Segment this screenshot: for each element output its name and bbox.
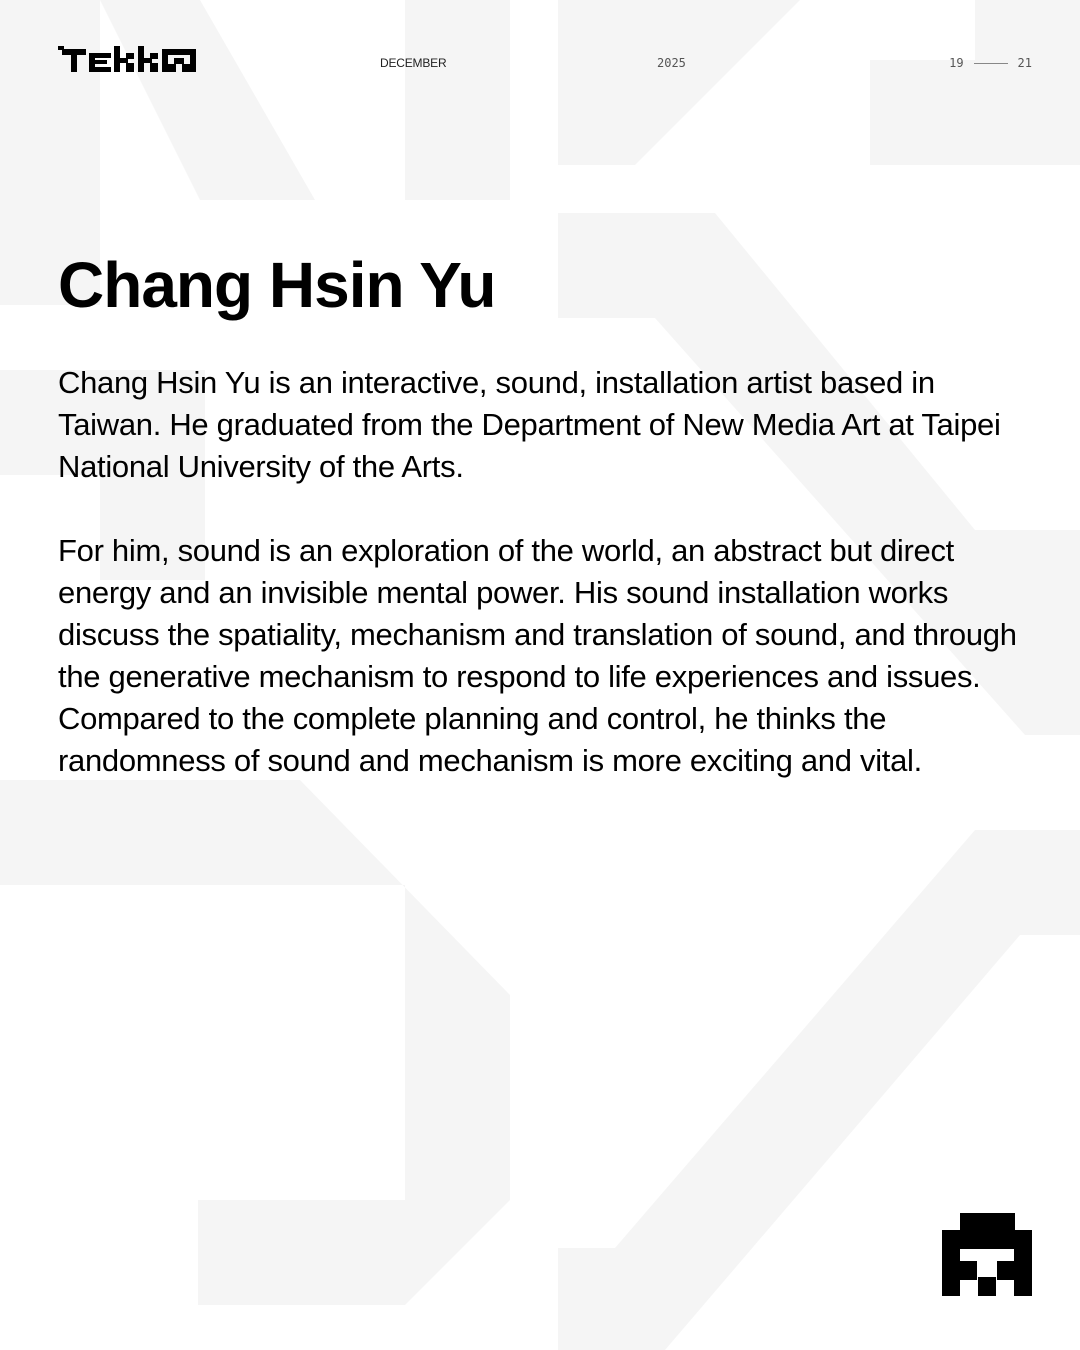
tekka-pixel-mark-icon <box>942 1213 1032 1296</box>
tekka-logo-icon <box>58 44 200 74</box>
page-total: 21 <box>1017 56 1032 70</box>
page-title: Chang Hsin Yu <box>58 249 496 321</box>
article <box>58 248 1018 824</box>
bio-paragraph: For him, sound is an exploration of the world, an abstract but direct energy and an invisible mental power. His sound installation works discuss the spatiality, mechanism and translation of sound, and through the generative mechanism to respond to life experiences and issues. Compared to the complete planning and control, he thinks the randomness of sound and mechanism is more exciting and vital. <box>58 533 1017 778</box>
page-current: 19 <box>949 56 964 70</box>
header <box>58 44 1032 78</box>
page-range-divider <box>974 63 1008 64</box>
bio-paragraph: Chang Hsin Yu is an interactive, sound, installation artist based in Taiwan. He graduated from the Department of New Media Art at Taipei National University of the Arts. <box>58 365 1001 484</box>
artist-bio <box>58 362 1018 782</box>
issue-year: 2025 <box>657 56 686 70</box>
issue-month: DECEMBER <box>380 56 447 70</box>
page-range <box>949 56 1032 70</box>
